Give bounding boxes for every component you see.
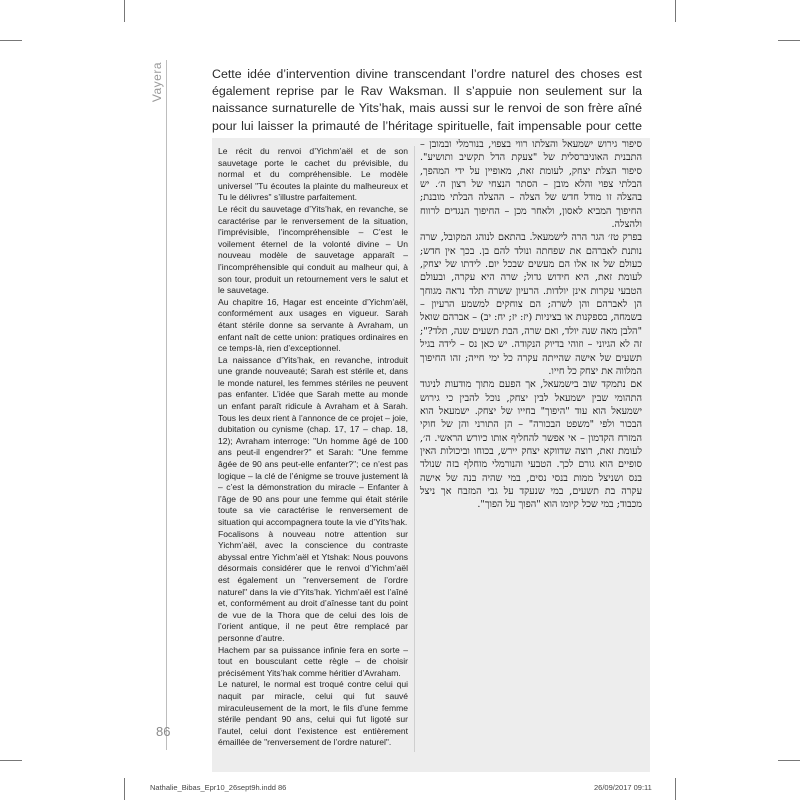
crop-mark bbox=[778, 760, 800, 761]
sidebar-divider bbox=[166, 60, 167, 750]
footer-file-info: Nathalie_Bibas_Epr10_26sept9h.indd 86 bbox=[150, 783, 287, 792]
crop-mark bbox=[0, 760, 22, 761]
crop-mark bbox=[675, 778, 676, 800]
french-paragraph: Le récit du sauvetage d’Yits’hak, en revanche, se caractérise par le renversement de la situation, l’imprévisible, l’incompréhensible – C’est le voilement éternel de la volonté divine – Un nouveau modèle de sauvetage apparaît – l’incompréhensible qui conduit au malheur qui, à son tour, produit un retournement vers le salut et le sauvetage. bbox=[218, 203, 408, 296]
french-paragraph: Hachem par sa puissance infinie fera en sorte – tout en bousculant cette règle – de choisir précisément Yits’hak comme héritier d’Avraham. bbox=[218, 644, 408, 678]
french-paragraph: Le récit du renvoi d’Yichm’aël et de son sauvetage porte le cachet du prévisible, du normal et du compréhensible. Le modèle universel "Tu écoutes la plainte du malheureux et Tu le délivres" s’illustre parfaitement. bbox=[218, 146, 408, 203]
french-paragraph: Focalisons à nouveau notre attention sur Yichm’aël, avec la conscience du contraste abyssal entre Yichm’aël et Ytshak: Nous pouvons désormais considérer que le renvoi d’Yichm’aël est également un "renversement de l’ordre naturel" dans la vie d’Yits’hak. Yichm’aël est l’aîné et, conformément au droit d’aînesse tant du point de vue de la Thora que de celui des lois de l’orient antique, il ne peut être remplacé par personne d’autre. bbox=[218, 528, 408, 643]
intro-paragraph: Cette idée d’intervention divine transcendant l’ordre naturel des choses est également reprise par le Rav Waksman. Il s’appuie non seulement sur la naissance surnaturelle de Yits’hak, mais aussi sur le renvoi de son frère aîné pour lui laisser la primauté de l’héritage spirituelle, fait impensable pour cette bbox=[212, 67, 642, 133]
crop-mark bbox=[778, 40, 800, 41]
french-paragraph: Au chapitre 16, Hagar est enceinte d’Yichm’aël, conformément aux usages en vigueur. Sarah étant stérile donne sa servante à Avraham, un enfant naît de cette union: pratiques ordinaires en ce temps-là, rien d’exceptionnel. bbox=[218, 296, 408, 354]
french-paragraph: Le naturel, le normal est troqué contre celui qui naquit par miracle, celui qui fut sauvé miraculeusement de la mort, le fils d’une femme stérile pendant 90 ans, celui qui fut ligoté sur l’autel, celui dont l’existence est entièrement émaillée de "renversement de l’ordre naturel". bbox=[218, 679, 408, 748]
french-column bbox=[218, 146, 408, 749]
crop-mark bbox=[675, 0, 676, 22]
page-number: 86 bbox=[156, 724, 171, 739]
hebrew-column bbox=[420, 138, 642, 512]
footer-date-time: 26/09/2017 09:11 bbox=[594, 783, 652, 792]
crop-mark bbox=[124, 778, 125, 800]
hebrew-paragraph: סיפור גירוש ישמעאל והצלתו רווי בצפוי, בנורמלי ובמובן – התבנית האוניברסלית של "צעקת הדל תקשיב ותושיע". סיפור הצלת יצחק, לעומת זאת, מאופיין על ידי המהפך, הבלתי צפוי והלא מובן – הסתר הנצחי של רצון ה׳. יש בהצלה זו מודל חדש של הצלה – ההצלה הבלתי מובנת; החיפוך המביא לאסון, ולאחר מכן – החיפוך הנגדים לרווח ולהצלה. bbox=[420, 139, 642, 231]
crop-mark bbox=[0, 40, 22, 41]
crop-mark bbox=[124, 0, 125, 22]
section-title: Vayera bbox=[150, 62, 164, 103]
french-paragraph: La naissance d’Yits’hak, en revanche, introduit une grande nouveauté; Sarah est stérile et, dans le monde naturel, les femmes stériles ne peuvent pas enfanter. L’idée que Sarah mette au monde un enfant paraît ridicule à Avraham et à Sarah. Tous les deux rient à l’annonce de ce projet – joie, dubitation ou cynisme (chap. 17, 17 – chap. 18, 12); Avraham interroge: "Un homme âgé de 100 ans peut-il engendrer?" et Sarah: "Une femme âgée de 90 ans peut-elle enfanter?"; ce n’est pas logique – la clé de l’énigme se trouve justement là – c’est la démonstration du miracle – Enfanter à l’âge de 90 ans pour une femme qui était stérile toute sa vie caractérise le renversement de situation qui accompagnera toute la vie d’Yits’hak. bbox=[218, 354, 408, 527]
hebrew-paragraph: אם נתמקד שוב בישמעאל, אך הפעם מתוך מודעות לניגוד התהומי שבין ישמעאל לבין יצחק, נוכל להבין כי גירוש ישמעאל הוא עוד "היפוך" בחייו של יצחק. ישמעאל הוא הבכור ולפי "משפט הבכורה" – הן התורני והן של חוקי המזרח הקדמון – אי אפשר להחליף אותו כיורש הראשי. ה׳, לעומת זאת, רוצה שדווקא יצחק יירש, בכוחו וביכולות האין סופיים הוא גורם לכך. הטבעי והנורמלי מוחלף בזה שנולד בנס ושניצל ממות בנסי נסים, במי שהיה בנה של אישה עקרה בת תשעים, במי שנעקד על גבי המזבח אך ניצל מכבוד; במי שכל קיומו הוא "הפוך על הפוך". bbox=[420, 379, 642, 511]
column-divider bbox=[414, 146, 415, 752]
hebrew-paragraph: בפרק טז׳ הגר הרה לישמעאל. בהתאם לנוהג המקובל, שרה נותנת לאברהם את שפחתה ונולד להם בן. בכך אין חדש; כעולם של אז אלו הם מעשים שבכל יום. לידתו של יצחק, לעומת זאת, היא חידוש גדול; שרה היא עקרה, ובעולם הטבעי עקרות אינן יולדות. הרעיון ששרה תלד נראה מגוחך הן לאברהם והן לשרה; הם צוחקים למשמע הרעיון – בשמחה, בספקנות או בציניות (יז: יז; יח: יב) – אברהם שואל "הלבן מאה שנה יולד, ואם שרה, הבת תשעים שנה, תלד?"; זה לא הגיוני – וזוהי בדיוק הנקודה. יש כאן נס – לידה בגיל תשעים של אישה שהייתה עקרה כל ימי חייה; זהו החיפוך המלווה את יצחק כל חייו. bbox=[420, 232, 642, 377]
